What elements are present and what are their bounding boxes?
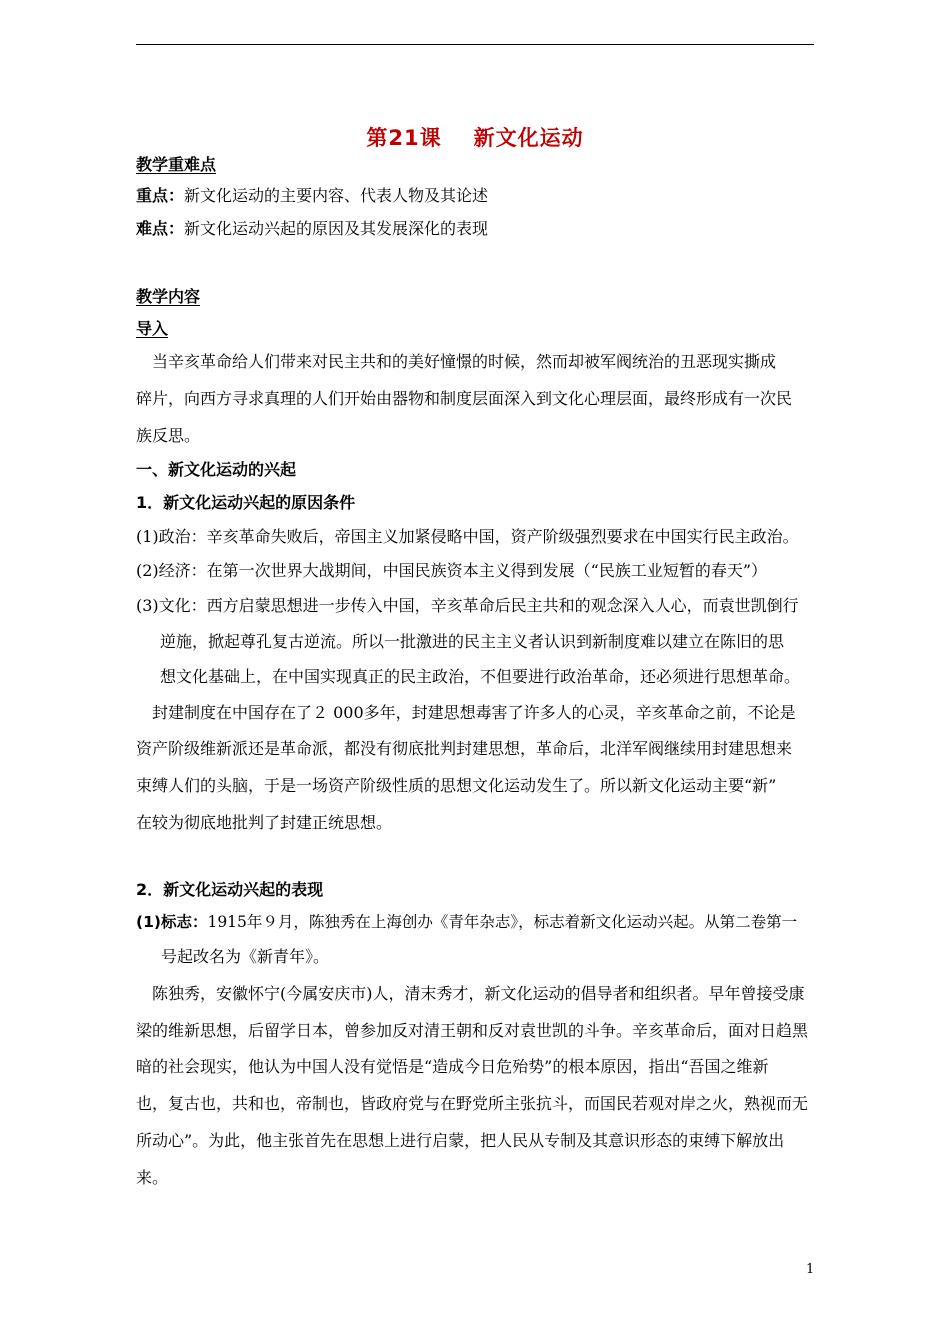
mark-text: 1915年９月，陈独秀在上海创办《青年杂志》，标志着新文化运动兴起。从第二卷第一 [207,913,798,931]
intro-line: 当辛亥革命给人们带来对民主共和的美好憧憬的时候，然而却被军阀统治的丑恶现实撕成 [152,352,777,371]
intro-line: 碎片，向西方寻求真理的人们开始由器物和制度层面深入到文化心理层面，最终形成有一次民 [136,389,793,408]
subheading-manifestations: 2．新文化运动兴起的表现 [136,880,324,899]
feudal-paragraph-line: 资产阶级维新派还是革命派，都没有彻底批判封建思想，革命后，北洋军阀继续用封建思想来 [136,739,793,758]
chen-paragraph-line: 所动心”。为此，他主张首先在思想上进行启蒙，把人民从专制及其意识形态的束缚下解放出 [136,1131,785,1150]
intro-heading: 导入 [136,319,169,338]
chen-paragraph-line: 暗的社会现实，他认为中国人没有觉悟是“造成今日危殆势”的根本原因，指出“吾国之维新 [136,1057,769,1076]
chen-paragraph-line: 陈独秀，安徽怀宁(今属安庆市)人，清末秀才，新文化运动的倡导者和组织者。早年曾接受康 [152,984,805,1003]
header-rule [136,44,814,45]
key-point-text: 新文化运动的主要内容、代表人物及其论述 [184,186,489,205]
page-number: 1 [806,1262,815,1277]
mark-line-continued: 号起改名为《新青年》。 [161,947,330,966]
key-point-line [136,186,816,206]
part-heading: 一、新文化运动的兴起 [136,460,297,479]
mark-label: (1)标志： [136,913,208,931]
cause-economy: (2)经济：在第一次世界大战期间，中国民族资本主义得到发展（“民族工业短暂的春天”） [136,561,768,580]
difficulty-line [136,219,816,239]
cause-culture: 逆施，掀起尊孔复古逆流。所以一批激进的民主主义者认识到新制度难以建立在陈旧的思 [160,632,785,651]
section-heading-key-points: 教学重难点 [136,155,217,174]
lesson-topic: 新文化运动 [473,126,584,150]
chen-paragraph-line: 梁的维新思想，后留学日本，曾参加反对清王朝和反对袁世凯的斗争。辛亥革命后，面对日趋黑 [136,1021,809,1040]
key-point-label: 重点： [136,186,185,205]
feudal-paragraph-line: 封建制度在中国存在了２ 000多年，封建思想毒害了许多人的心灵，辛亥革命之前，不论是 [152,703,796,722]
section-heading-content: 教学内容 [136,287,201,306]
subheading-causes: 1．新文化运动兴起的原因条件 [136,493,356,512]
mark-line [136,912,816,932]
intro-line: 族反思。 [136,426,201,445]
difficulty-label: 难点： [136,219,185,238]
cause-politics: (1)政治：辛亥革命失败后，帝国主义加紧侵略中国，资产阶级强烈要求在中国实行民主政治。 [136,527,799,546]
difficulty-text: 新文化运动兴起的原因及其发展深化的表现 [184,219,489,238]
lesson-title [0,122,950,152]
chen-paragraph-line: 也，复古也，共和也，帝制也，皆政府党与在野党所主张抗斗，而国民若观对岸之火，熟视而无 [136,1094,809,1113]
feudal-paragraph-line: 束缚人们的头脑，于是一场资产阶级性质的思想文化运动发生了。所以新文化运动主要“新” [136,776,777,795]
feudal-paragraph-line: 在较为彻底地批判了封建正统思想。 [136,813,393,832]
chen-paragraph-line: 来。 [136,1168,169,1187]
lesson-number: 第21课 [366,126,442,150]
cause-culture: 想文化基础上，在中国实现真正的民主政治，不但要进行政治革命，还必须进行思想革命。 [160,667,801,686]
cause-culture: (3)文化：西方启蒙思想进一步传入中国，辛亥革命后民主共和的观念深入人心，而袁世凯倒行 [136,596,799,615]
